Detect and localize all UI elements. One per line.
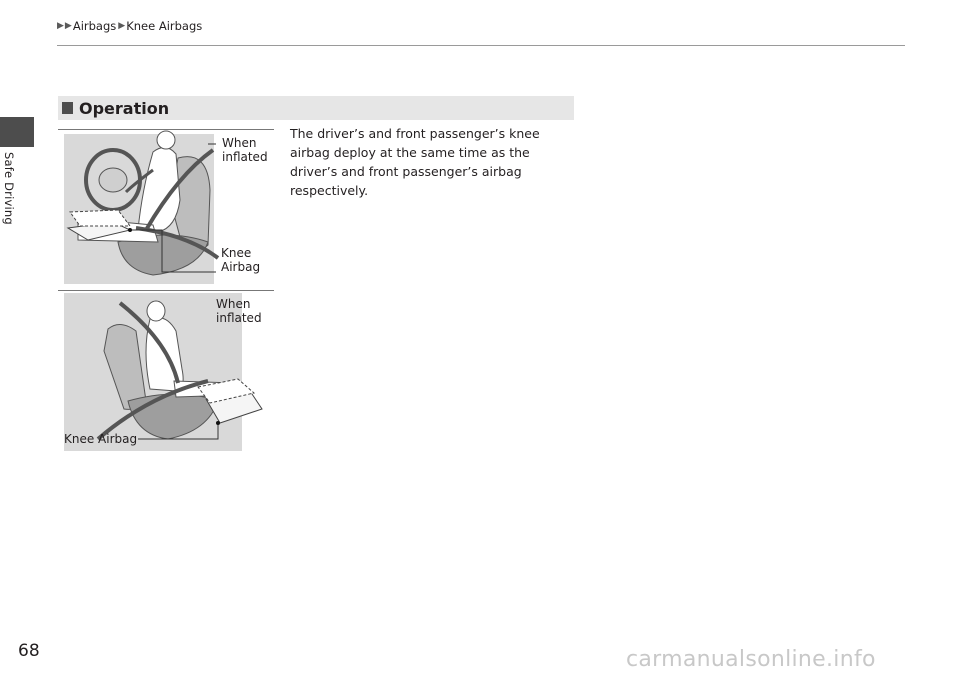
figure2-label-inflated: inflated: [216, 311, 262, 325]
figure-driver-knee-airbag: [58, 129, 274, 285]
figure1-label-inflated: inflated: [222, 150, 268, 164]
side-tab-text: Safe Driving: [2, 152, 16, 225]
figure2-label-when: When: [216, 297, 251, 311]
triangle-right-icon: ▶: [118, 21, 126, 31]
section-title: Operation: [79, 98, 170, 118]
breadcrumb-item-airbags[interactable]: Airbags: [72, 19, 117, 33]
watermark: carmanualsonline.info: [626, 647, 876, 672]
breadcrumb-item-knee-airbags[interactable]: Knee Airbags: [126, 19, 203, 33]
triangle-right-icon: ▶: [57, 21, 64, 31]
figure1-label-when: When: [222, 136, 257, 150]
header-rule: [57, 45, 905, 46]
page-number: 68: [18, 641, 40, 661]
triangle-right-icon: ▶: [64, 21, 72, 31]
square-bullet-icon: [62, 102, 73, 114]
figure1-label-knee: Knee: [221, 246, 252, 260]
body-paragraph: The driver’s and front passenger’s knee airbag deploy at the same time as the driver’s and front passenger’s airbag respectively.: [290, 126, 540, 198]
section-tab-marker: [0, 117, 34, 147]
section-header: [58, 96, 574, 120]
figure1-label-airbag: Airbag: [221, 260, 261, 274]
figure2-label-knee-airbag: Knee Airbag: [64, 432, 138, 446]
breadcrumb: [57, 19, 204, 33]
figure-passenger-knee-airbag: [58, 290, 274, 452]
side-tab-label: [2, 152, 20, 242]
